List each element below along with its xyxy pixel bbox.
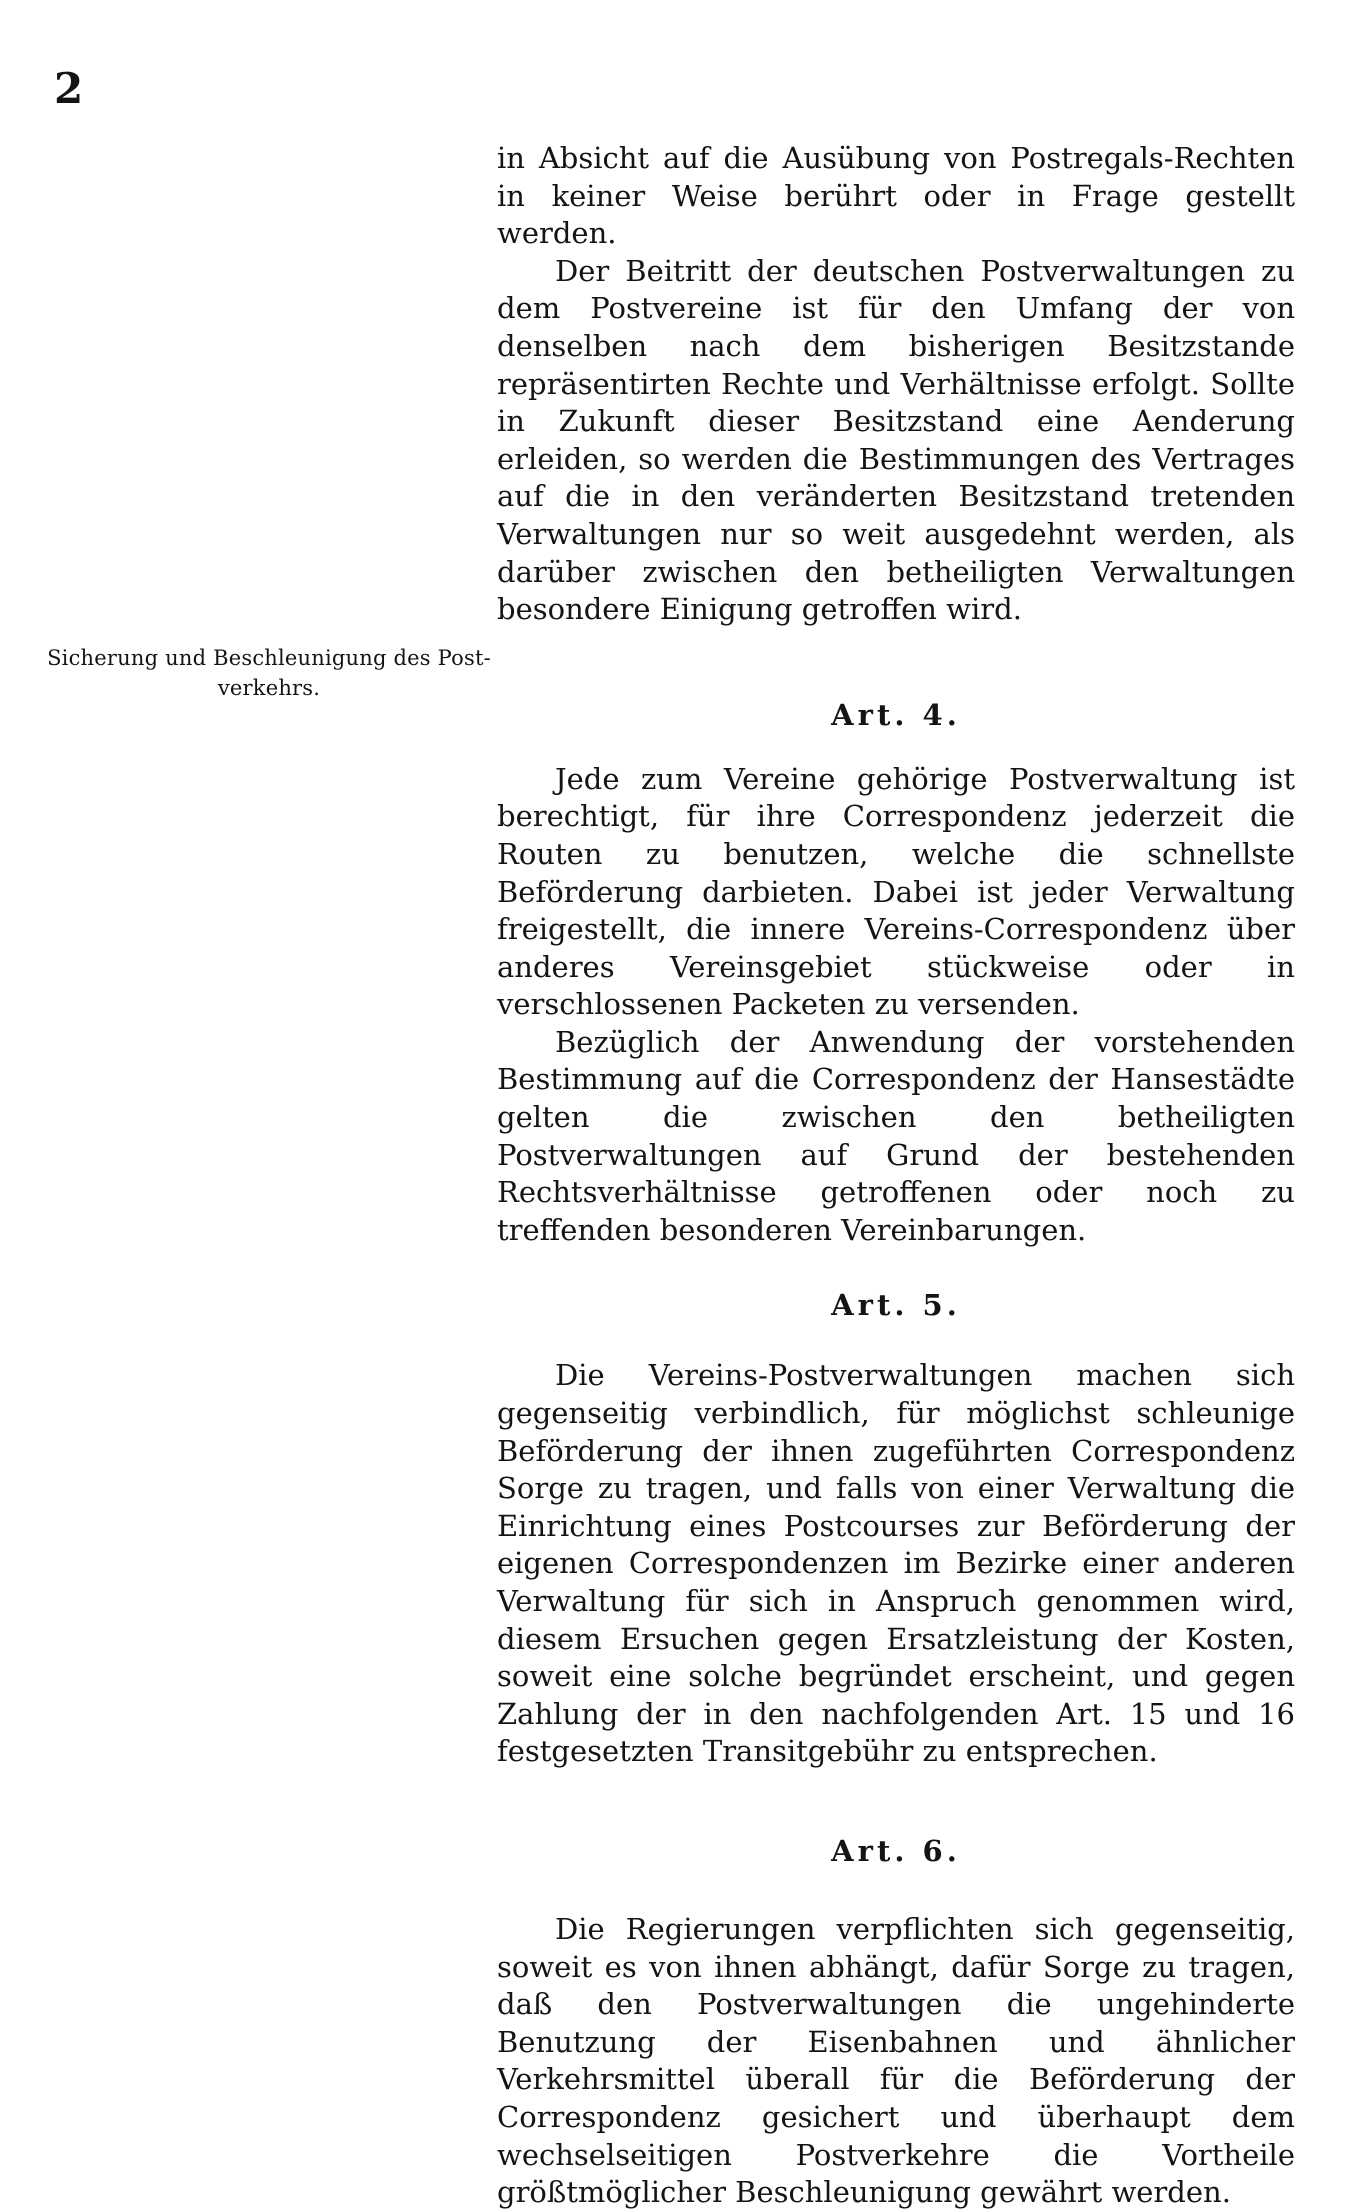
article-6-heading: Art. 6. [831,1833,961,1868]
margin-note: Sicherung und Beschleunigung des Post-verkehrs. [47,646,491,700]
main-text-column [497,140,1295,2212]
page-number: 2 [54,64,84,113]
article-5-heading: Art. 5. [831,1288,961,1323]
article-5-paragraph-1: Die Vereins-Postverwaltungen machen sich gegenseitig verbindlich, für möglichst schleunige Beförderung der ihnen zugeführten Correspondenz Sorge zu tragen, und falls von einer Verwaltung die Einrichtung eines Postcourses zur Beförderung der eigenen Correspondenzen im Bezirke einer anderen Verwaltung für sich in Anspruch genommen wird, diesem Ersuchen gegen Ersatzleistung der Kosten, soweit eine solche begründet erscheint, und gegen Zahlung der in den nachfolgenden Art. 15 und 16 festgesetzten Transitgebühr zu entsprechen. [497,1358,1295,1769]
article-4-paragraph-2: Bezüglich der Anwendung der vorstehenden Bestimmung auf die Correspondenz der Hansestädte gelten die zwischen den betheiligten Postverwaltungen auf Grund der bestehenden Rechtsverhältnisse getroffenen oder noch zu treffenden besonderen Vereinbarungen. [497,1024,1295,1247]
intro-paragraph-1: in Absicht auf die Ausübung von Postregals-Rechten in keiner Weise berührt oder in Frage gestellt werden. [497,141,1295,251]
article-6-paragraph-1: Die Regierungen verpflichten sich gegenseitig, soweit es von ihnen abhängt, dafür Sorge zu tragen, daß den Postverwaltungen die ungehinderte Benutzung der Eisenbahnen und ähnlicher Verkehrsmittel überall für die Beförderung der Correspondenz gesichert und überhaupt dem wechselseitigen Postverkehre die Vortheile größtmöglicher Beschleunigung gewährt werden. [497,1911,1295,2210]
article-4-paragraph-1: Jede zum Vereine gehörige Postverwaltung ist berechtigt, für ihre Correspondenz jederzeit die Routen zu benutzen, welche die schnellste Beförderung darbieten. Dabei ist jeder Verwaltung freigestellt, die innere Vereins-Correspondenz über anderes Vereinsgebiet stückweise oder in verschlossenen Packeten zu versenden. [497,761,1295,1022]
article-4-heading: Art. 4. [831,697,961,732]
intro-paragraph-2: Der Beitritt der deutschen Postverwaltungen zu dem Postvereine ist für den Umfang der von denselben nach dem bisherigen Besitzstande repräsentirten Rechte und Verhältnisse erfolgt. Sollte in Zukunft dieser Besitzstand eine Aenderung erleiden, so werden die Bestimmungen des Vertrages auf die in den veränderten Besitzstand tretenden Verwaltungen nur so weit ausgedehnt werden, als darüber zwischen den betheiligten Verwaltungen besondere Einigung getroffen wird. [497,253,1295,627]
